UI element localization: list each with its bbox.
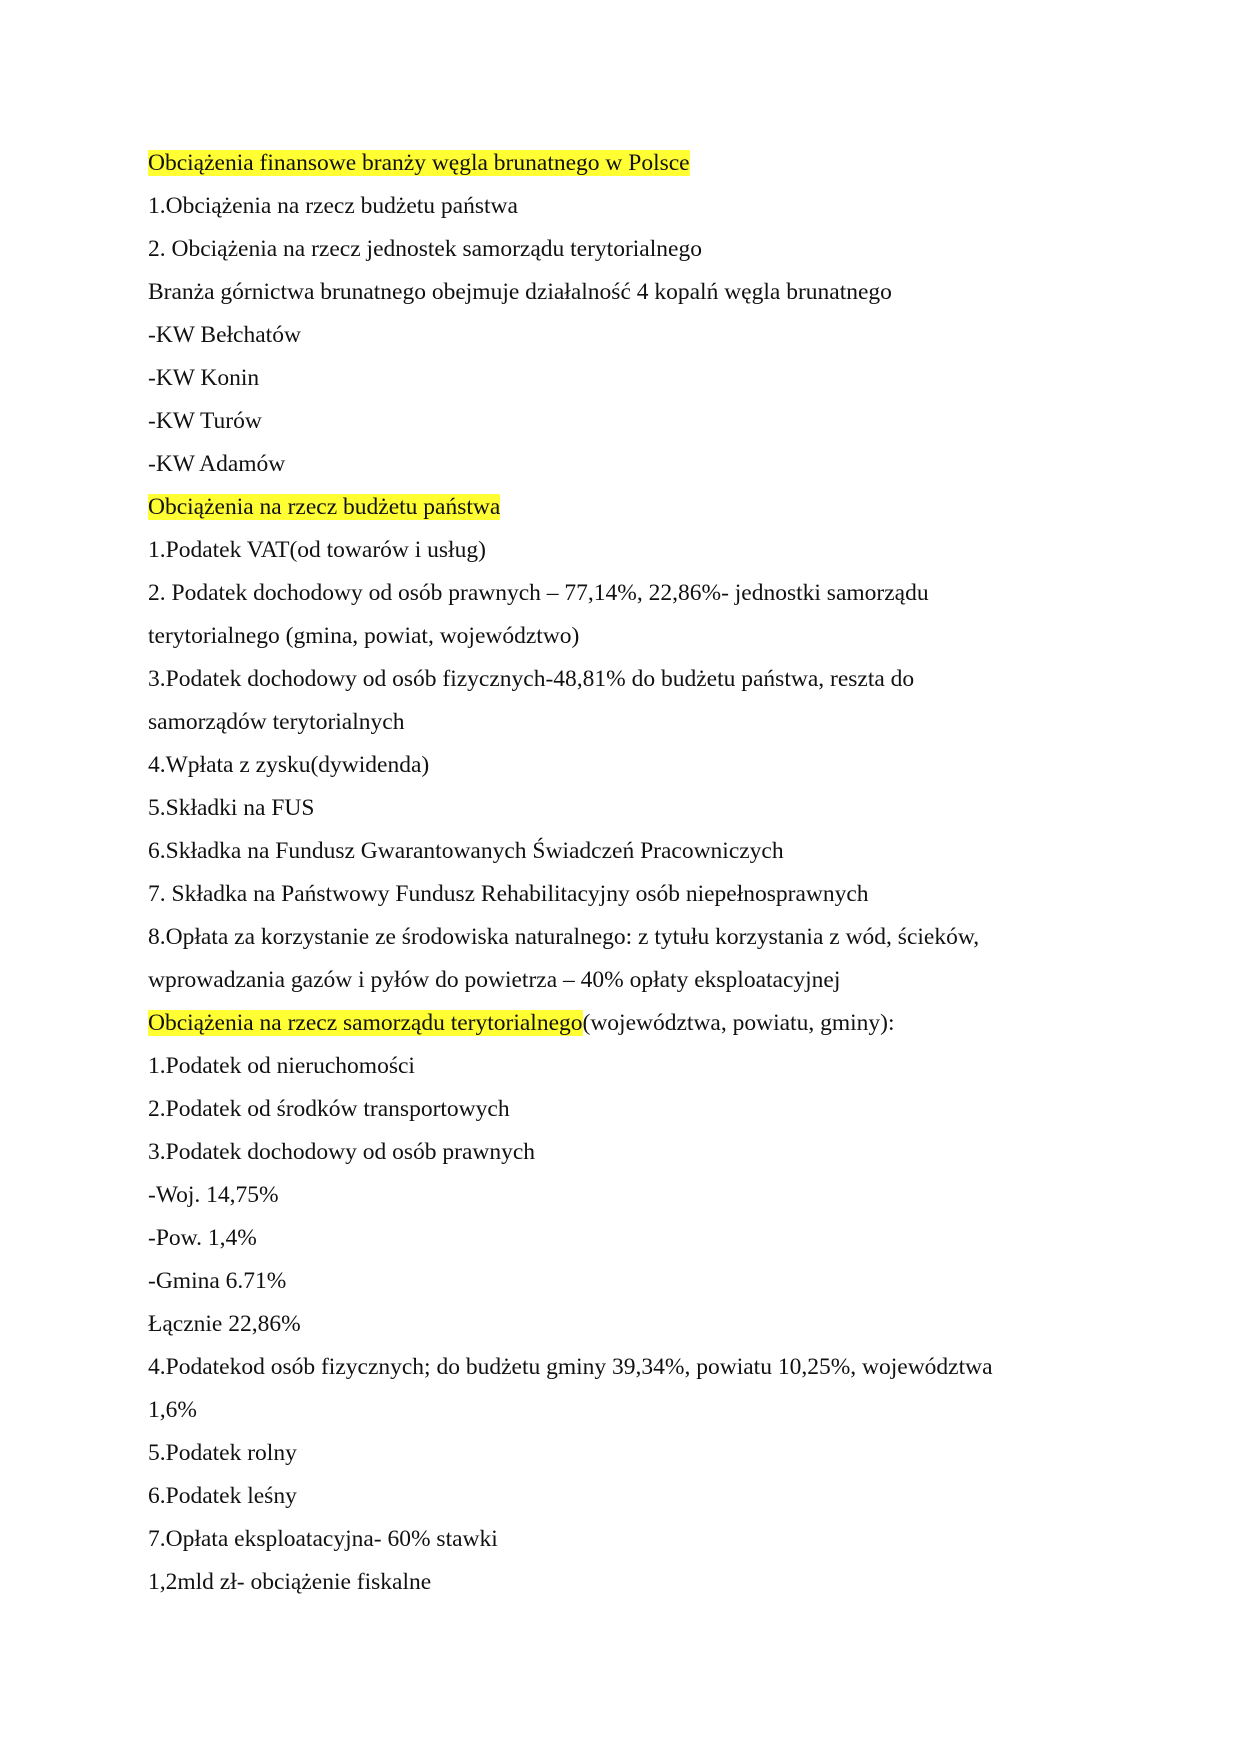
state-budget-item: 6.Składka na Fundusz Gwarantowanych Świadczeń Pracowniczych bbox=[148, 838, 784, 864]
local-government-item: 7.Opłata eksploatacyjna- 60% stawki bbox=[148, 1526, 498, 1552]
intro-item: 1.Obciążenia na rzecz budżetu państwa bbox=[148, 193, 518, 219]
section-heading-local-government: Obciążenia na rzecz samorządu terytorialnego bbox=[148, 1010, 583, 1036]
local-government-item: -Pow. 1,4% bbox=[148, 1225, 257, 1251]
state-budget-item: 3.Podatek dochodowy od osób fizycznych-48,81% do budżetu państwa, reszta do bbox=[148, 666, 915, 692]
local-government-item: 1,2mld zł- obciążenie fiskalne bbox=[148, 1569, 432, 1595]
local-government-item: 1,6% bbox=[148, 1397, 197, 1423]
state-budget-item: 1.Podatek VAT(od towarów i usług) bbox=[148, 537, 486, 563]
local-government-item: 1.Podatek od nieruchomości bbox=[148, 1053, 415, 1079]
intro-text: Branża górnictwa brunatnego obejmuje działalność 4 kopalń węgla brunatnego bbox=[148, 279, 892, 305]
state-budget-item: 7. Składka na Państwowy Fundusz Rehabilitacyjny osób niepełnosprawnych bbox=[148, 881, 869, 907]
section-heading-line bbox=[148, 486, 1088, 529]
local-government-item: 6.Podatek leśny bbox=[148, 1483, 297, 1509]
mine-list-item: -KW Bełchatów bbox=[148, 322, 301, 348]
section-heading-line bbox=[148, 1002, 1088, 1045]
state-budget-item: wprowadzania gazów i pyłów do powietrza – 40% opłaty eksploatacyjnej bbox=[148, 967, 841, 993]
mine-list-item: -KW Adamów bbox=[148, 451, 286, 477]
state-budget-item: 8.Opłata za korzystanie ze środowiska naturalnego: z tytułu korzystania z wód, ścieków, bbox=[148, 924, 980, 950]
state-budget-item: 5.Składki na FUS bbox=[148, 795, 315, 821]
mine-list-item: -KW Konin bbox=[148, 365, 260, 391]
local-government-item: -Gmina 6.71% bbox=[148, 1268, 287, 1294]
document-title-line bbox=[148, 142, 1088, 185]
local-government-item: 2.Podatek od środków transportowych bbox=[148, 1096, 510, 1122]
section-heading-state-budget: Obciążenia na rzecz budżetu państwa bbox=[148, 494, 501, 520]
local-government-item: 4.Podatekod osób fizycznych; do budżetu gminy 39,34%, powiatu 10,25%, województwa bbox=[148, 1354, 993, 1380]
state-budget-item: terytorialnego (gmina, powiat, województwo) bbox=[148, 623, 580, 649]
local-government-item: -Woj. 14,75% bbox=[148, 1182, 279, 1208]
local-government-item: 3.Podatek dochodowy od osób prawnych bbox=[148, 1139, 536, 1165]
section-heading-suffix: (województwa, powiatu, gminy): bbox=[582, 1010, 895, 1036]
local-government-item: Łącznie 22,86% bbox=[148, 1311, 301, 1337]
intro-item: 2. Obciążenia na rzecz jednostek samorządu terytorialnego bbox=[148, 236, 702, 262]
state-budget-item: 4.Wpłata z zysku(dywidenda) bbox=[148, 752, 430, 778]
mine-list-item: -KW Turów bbox=[148, 408, 262, 434]
state-budget-item: 2. Podatek dochodowy od osób prawnych – 77,14%, 22,86%- jednostki samorządu bbox=[148, 580, 929, 606]
state-budget-item: samorządów terytorialnych bbox=[148, 709, 405, 735]
document-title: Obciążenia finansowe branży węgla brunatnego w Polsce bbox=[148, 150, 690, 176]
local-government-item: 5.Podatek rolny bbox=[148, 1440, 297, 1466]
document-body bbox=[148, 142, 1088, 1604]
